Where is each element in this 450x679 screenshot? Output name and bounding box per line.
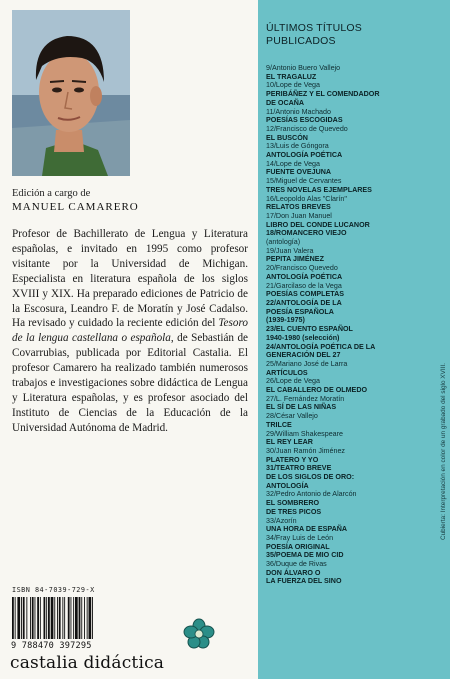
titles-panel — [258, 0, 450, 679]
title-list-item: 20/Francisco Quevedo — [266, 264, 338, 273]
barcode-bar — [64, 597, 65, 639]
title-list-item: 31/TEATRO BREVE — [266, 464, 332, 473]
title-list-item: RELATOS BREVES — [266, 203, 331, 212]
title-list-item: EL SÍ DE LAS NIÑAS — [266, 403, 337, 412]
published-titles-list — [266, 64, 432, 586]
barcode-bar — [48, 597, 50, 639]
barcode-bar — [54, 597, 55, 639]
title-list-item: PEPITA JIMÉNEZ — [266, 255, 324, 264]
barcode-bar — [84, 597, 85, 639]
title-list-item: PLATERO Y YO — [266, 455, 319, 464]
barcode-bar — [75, 597, 78, 639]
isbn-number: ISBN 84-7039-729-X — [12, 586, 95, 594]
title-list-item: 1940-1980 (selección) — [266, 333, 340, 342]
barcode-bar — [44, 597, 46, 639]
barcode-bar — [30, 597, 31, 639]
title-list-item: 9/Antonio Buero Vallejo — [266, 64, 341, 72]
barcode-bar — [35, 597, 36, 639]
title-list-item: POESÍA ESPAÑOLA — [266, 307, 334, 316]
title-list-item: 35/POEMA DE MIO CID — [266, 551, 344, 560]
barcode-bar — [81, 597, 82, 639]
title-list-item: 18/ROMANCERO VIEJO — [266, 229, 347, 238]
title-list-item: UNA HORA DE ESPAÑA — [266, 525, 348, 534]
title-list-item: 26/Lope de Vega — [266, 377, 321, 386]
title-list-item: DE OCAÑA — [266, 98, 305, 107]
barcode-bar — [51, 597, 54, 639]
title-list-item: EL SOMBRERO — [266, 499, 320, 508]
barcode-bar — [59, 597, 61, 639]
title-list-item: EL BUSCÓN — [266, 133, 308, 142]
title-list-item: DON ÁLVARO O — [266, 568, 321, 577]
title-list-item: ARTÍCULOS — [266, 368, 308, 377]
title-list-item: 36/Duque de Rivas — [266, 560, 327, 569]
bio-book-title: Tesoro de la lengua castellana o española — [12, 317, 248, 345]
title-list-item: POESÍA ORIGINAL — [266, 542, 330, 551]
barcode-bar — [37, 597, 39, 639]
title-list-item: 34/Fray Luis de León — [266, 533, 334, 542]
editor-biography — [12, 227, 248, 436]
title-list-item: 12/Francisco de Quevedo — [266, 124, 348, 133]
title-list-item: POESÍAS ESCOGIDAS — [266, 116, 343, 125]
title-list-item: TRILCE — [266, 420, 292, 429]
title-list-item: DE TRES PICOS — [266, 507, 322, 516]
barcode-bar — [73, 597, 74, 639]
barcode-bar — [57, 597, 58, 639]
titles-heading — [266, 22, 436, 48]
barcode-bar — [92, 597, 93, 639]
barcode-bar — [23, 597, 25, 639]
title-list-item: 11/Antonio Machado — [266, 107, 331, 116]
titles-heading-line2: PUBLICADOS — [266, 35, 336, 47]
barcode — [10, 597, 120, 639]
title-list-item: ANTOLOGÍA — [266, 481, 309, 490]
barcode-bar — [12, 597, 14, 639]
barcode-digits: 9 788470 397295 — [11, 641, 92, 651]
titles-heading-line1: ÚLTIMOS TÍTULOS — [266, 22, 362, 34]
title-list-item: 10/Lope de Vega — [266, 81, 321, 90]
title-list-item: 16/Leopoldo Alas "Clarín" — [266, 194, 347, 203]
author-photo — [12, 10, 130, 176]
barcode-bar — [79, 597, 81, 639]
title-list-item: 28/César Vallejo — [266, 412, 318, 421]
bio-text-part1: Profesor de Bachillerato de Lengua y Literatura españolas, e invitado en 1995 como profesor visitante por la Universidad de Michigan. Especialista en literatura española de los siglos XVIII y XIX. Ha preparado ediciones de Patricio de la Escosura, Leandro F. de Moratín y José Cadalso. Ha revisado y cuidado la reciente edición del — [12, 228, 248, 330]
title-list-item: 15/Miguel de Cervantes — [266, 177, 342, 186]
barcode-bar — [46, 597, 47, 639]
title-list-item: LA FUERZA DEL SINO — [266, 577, 342, 586]
title-list-item: 17/Don Juan Manuel — [266, 211, 332, 220]
title-list-item: EL REY LEAR — [266, 438, 313, 447]
title-list-item: 27/L. Fernández Moratín — [266, 394, 345, 403]
barcode-bar — [87, 597, 88, 639]
title-list-item: FUENTE OVEJUNA — [266, 168, 332, 177]
title-list-item: 23/EL CUENTO ESPAÑOL — [266, 325, 353, 334]
title-list-item: 21/Garcilaso de la Vega — [266, 281, 342, 290]
title-list-item: EL CABALLERO DE OLMEDO — [266, 386, 368, 395]
barcode-bar — [32, 597, 34, 639]
title-list-item: (antología) — [266, 238, 301, 247]
barcode-bar — [26, 597, 27, 639]
cover-credit-note: Cubierta: Interpretación en color de un grabado del siglo XVIII. — [440, 363, 447, 540]
author-portrait-image — [12, 10, 130, 176]
title-list-item: 24/ANTOLOGÍA POÉTICA DE LA — [266, 342, 376, 351]
title-list-item: (1939-1975) — [266, 316, 305, 325]
title-list-item: PERIBÁÑEZ Y EL COMENDADOR — [266, 90, 380, 99]
barcode-bar — [62, 597, 63, 639]
title-list-item: 22/ANTOLOGÍA DE LA — [266, 298, 342, 307]
barcode-bar — [17, 597, 20, 639]
title-list-item: 19/Juan Valera — [266, 246, 314, 255]
title-list-item: GENERACIÓN DEL 27 — [266, 351, 341, 360]
title-list-item: 32/Pedro Antonio de Alarcón — [266, 490, 357, 499]
barcode-bar — [71, 597, 72, 639]
title-list-item: 33/Azorín — [266, 516, 297, 525]
bio-text-part2: , de Sebastián de Covarrubias, publicada por Editorial Castalia. El profesor Camarero ha realizado también numerosos trabajos e investigaciones sobre didáctica de Lengua y Literatura españolas, y es profesor asociado del Instituto de Ciencias de la Educación de la Universidad Autónoma de Madrid. — [12, 332, 249, 434]
barcode-bar — [15, 597, 16, 639]
title-list-item: POESÍAS COMPLETAS — [266, 290, 345, 299]
title-list-item: DE LOS SIGLOS DE ORO: — [266, 473, 355, 482]
title-list-item: 13/Luis de Góngora — [266, 142, 329, 151]
barcode-bar — [68, 597, 70, 639]
title-list-item: 29/William Shakespeare — [266, 429, 343, 438]
title-list-item: 30/Juan Ramón Jiménez — [266, 446, 345, 455]
editor-name: MANUEL CAMARERO — [12, 201, 139, 213]
title-list-item: 14/Lope de Vega — [266, 159, 321, 168]
barcode-bar — [89, 597, 92, 639]
barcode-bar — [40, 597, 41, 639]
title-list-item: ANTOLOGÍA POÉTICA — [266, 151, 343, 160]
edited-by-label: Edición a cargo de — [12, 188, 91, 199]
castalia-flower-logo-icon — [182, 617, 216, 651]
barcode-bar — [21, 597, 22, 639]
title-list-item: 25/Mariano José de Larra — [266, 359, 348, 368]
title-list-item: EL TRAGALUZ — [266, 72, 317, 81]
title-list-item: ANTOLOGÍA POÉTICA — [266, 272, 343, 281]
title-list-item: TRES NOVELAS EJEMPLARES — [266, 185, 372, 194]
title-list-item: LIBRO DEL CONDE LUCANOR — [266, 220, 370, 229]
publisher-brand: castalia didáctica — [10, 653, 165, 673]
